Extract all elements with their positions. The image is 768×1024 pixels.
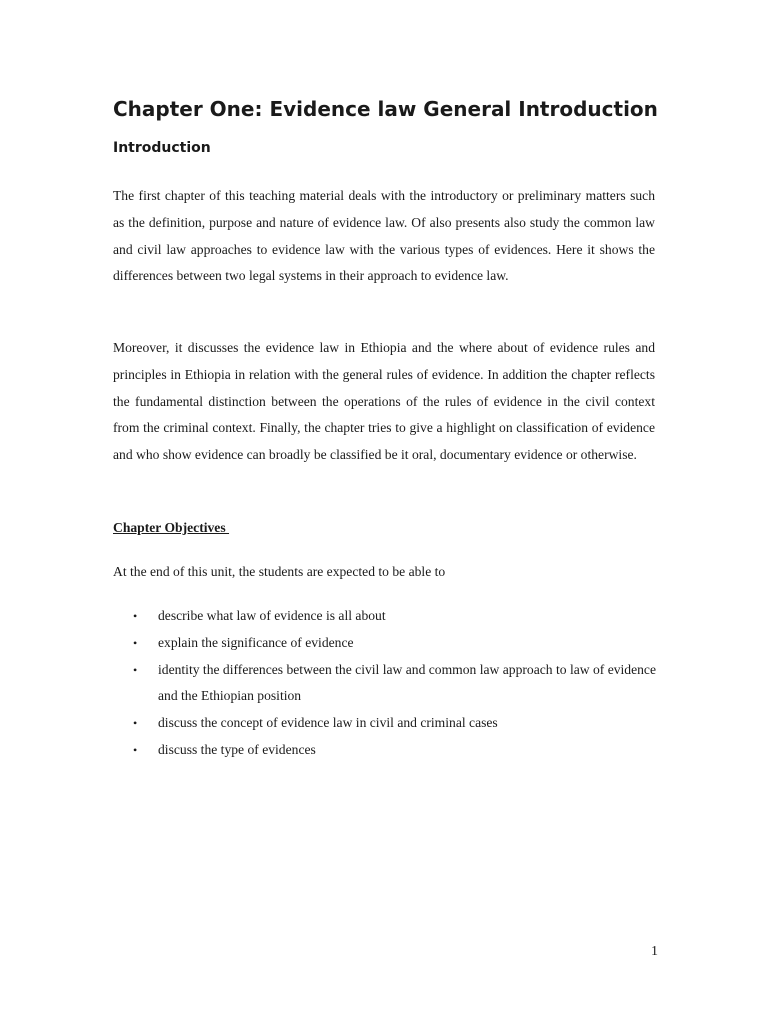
chapter-title: Chapter One: Evidence law General Introduction [113, 97, 658, 121]
objectives-heading: Chapter Objectives [113, 520, 230, 535]
bullet-icon: • [133, 742, 138, 757]
list-item [113, 603, 658, 630]
bullet-icon: • [133, 609, 138, 623]
list-item-text: discuss the concept of evidence law in civil and criminal cases [158, 715, 498, 731]
list-item [113, 710, 658, 737]
bullet-icon: • [133, 662, 138, 677]
bullet-icon: • [133, 635, 138, 650]
list-item [113, 657, 658, 711]
list-item-text: describe what law of evidence is all about [158, 608, 386, 623]
list-item-text: identity the differences between the civil law and common law approach to law of evidence and the Ethiopian position [158, 661, 656, 704]
list-item-text: discuss the type of evidences [158, 741, 316, 757]
page-number: 1 [651, 944, 658, 959]
introduction-heading: Introduction [113, 140, 211, 156]
bullet-icon: • [133, 716, 138, 731]
objectives-lead-in: At the end of this unit, the students are expected to be able to [113, 564, 446, 579]
list-item [113, 737, 658, 764]
objectives-list [113, 603, 658, 764]
list-item [113, 630, 658, 657]
introduction-paragraph-1: The first chapter of this teaching material deals with the introductory or preliminary matters such as the definition, purpose and nature of evidence law. Of also presents also study the common law and civil law approaches to evidence law with the various types of evidences. Here it shows the differences between two legal systems in their approach to evidence law. [113, 188, 655, 284]
introduction-paragraph-2: Moreover, it discusses the evidence law in Ethiopia and the where about of evidence rules and principles in Ethiopia in relation with the general rules of evidence. In addition the chapter reflects the fundamental distinction between the operations of the rules of evidence in the civil context from the criminal context. Finally, the chapter tries to give a highlight on classification of evidence and who show evidence can broadly be classified be it oral, documentary evidence or otherwise. [113, 340, 655, 463]
list-item-text: explain the significance of evidence [158, 634, 354, 650]
